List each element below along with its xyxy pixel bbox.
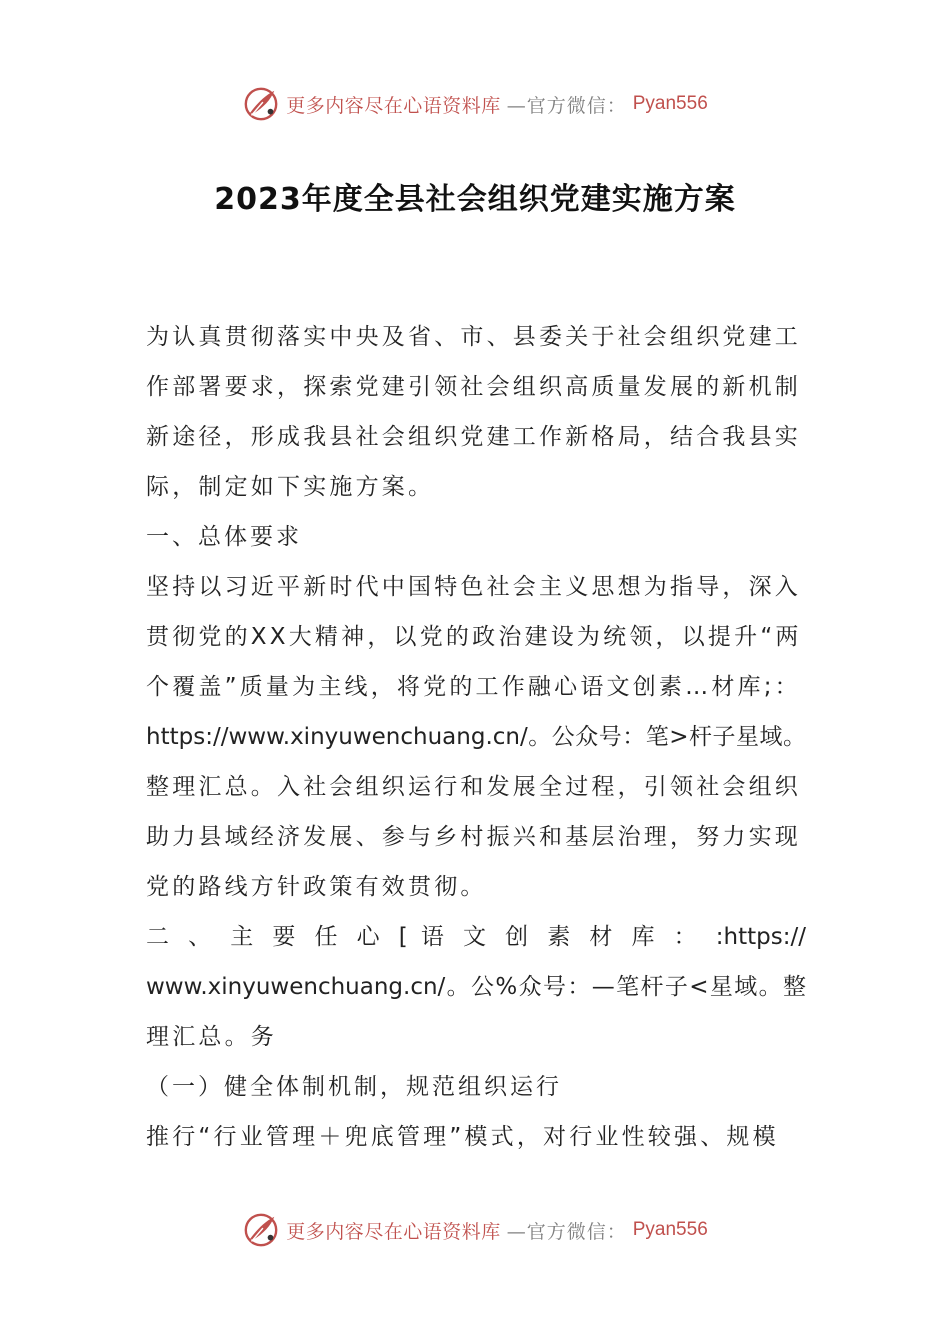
quill-logo-icon — [242, 1211, 280, 1249]
body-line: 贯彻党的XX大精神，以党的政治建设为统领，以提升“两 — [146, 624, 802, 650]
body-line: 推行“行业管理＋兜底管理”模式，对行业性较强、规模 — [146, 1124, 779, 1150]
section-heading-spaced: 二 、 主 要 任 心 [ 语 文 创 素 材 库 ： :https:// — [146, 924, 806, 950]
header-watermark-banner — [0, 82, 950, 126]
body-line: 理汇总。务 — [146, 1024, 277, 1050]
body-line: 整理汇总。入社会组织运行和发展全过程，引领社会组织 — [146, 774, 801, 800]
body-line: 党的路线方针政策有效贯彻。 — [146, 874, 487, 900]
body-line: 个覆盖”质量为主线，将党的工作融心语文创素…材库;： — [146, 674, 801, 700]
document-body — [146, 312, 806, 1162]
banner-wechat-id: Pyan556 — [632, 93, 708, 114]
footer-watermark-banner — [0, 1208, 950, 1252]
subsection-heading: （一）健全体制机制，规范组织运行 — [146, 1074, 562, 1100]
body-line: 新途径，形成我县社会组织党建工作新格局，结合我县实 — [146, 424, 801, 450]
banner-wechat-label: —官方微信： — [506, 94, 627, 117]
body-line: 坚持以习近平新时代中国特色社会主义思想为指导，深入 — [146, 574, 801, 600]
document-title: 2023年度全县社会组织党建实施方案 — [214, 182, 736, 217]
body-line: 为认真贯彻落实中央及省、市、县委关于社会组织党建工 — [146, 324, 801, 350]
body-line-url: www.xinyuwenchuang.cn/。公%众号：—笔杆子<星域。整 — [146, 974, 806, 1000]
section-heading: 一、总体要求 — [146, 524, 302, 550]
banner-promo-text: 更多内容尽在心语资料库 — [286, 1220, 501, 1243]
body-line: 作部署要求，探索党建引领社会组织高质量发展的新机制 — [146, 374, 801, 400]
banner-promo-text: 更多内容尽在心语资料库 — [286, 94, 501, 117]
banner-wechat-label: —官方微信： — [506, 1220, 627, 1243]
banner-wechat-id: Pyan556 — [632, 1219, 708, 1240]
body-line-url: https://www.xinyuwenchuang.cn/。公众号：笔>杆子星域。 — [146, 724, 806, 750]
body-line: 际，制定如下实施方案。 — [146, 474, 435, 500]
quill-logo-icon — [242, 85, 280, 123]
body-line: 助力县域经济发展、参与乡村振兴和基层治理，努力实现 — [146, 824, 801, 850]
